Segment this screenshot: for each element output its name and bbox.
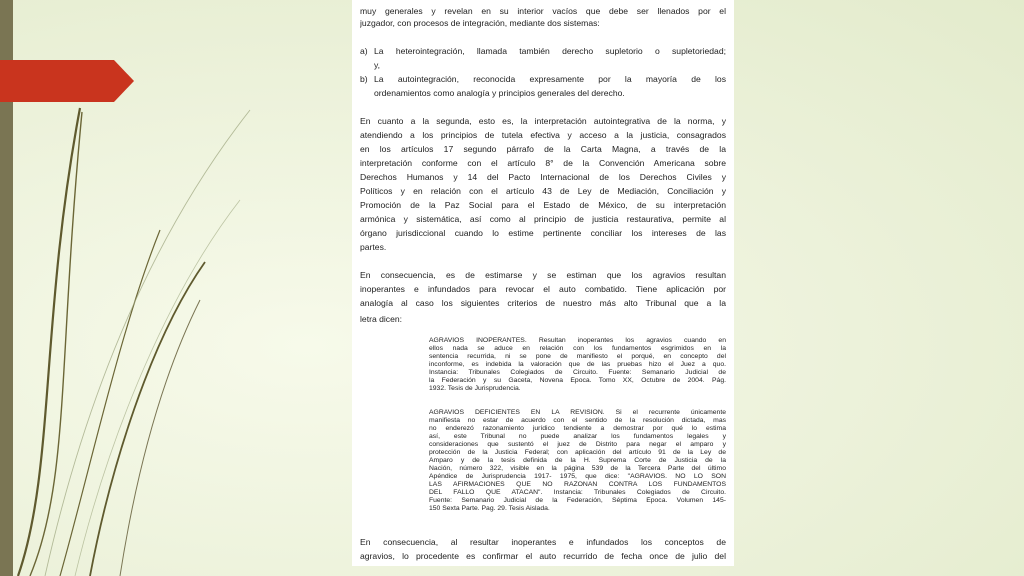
document-text-line: juzgador, con procesos de integración, mediante dos sistemas: xyxy=(360,18,600,28)
document-text-line: En consecuencia, al resultar inoperantes e infundados los conceptos de xyxy=(360,537,726,547)
quoted-criterion-line: manifiesta no estar de acuerdo con el sentido de la resolución dictada, mas xyxy=(429,417,726,424)
quoted-criterion-line: 150 Sexta Parte. Pag. 29. Tesis Aislada. xyxy=(429,505,550,512)
quoted-criterion-line: así, este Tribunal no puede analizar los fundamentos legales y xyxy=(429,433,726,440)
quoted-criterion-line: inconforme, es indebida la valoración que de las pruebas hizo el Juez a quo. xyxy=(429,361,726,368)
document-text-line: muy generales y revelan en su interior vacíos que debe ser llenados por el xyxy=(360,6,726,16)
quoted-criterion-line: protección de la Justicia Federal; con aplicación del artículo 91 de la Ley de xyxy=(429,449,726,456)
decorative-swirls xyxy=(0,0,350,576)
quoted-criterion-line: DEL FALLO QUE ATACAN". Instancia: Tribunales Colegiados de Circuito. xyxy=(429,489,726,496)
document-text-line: Promoción de la Paz Social para el Estado de México, de su interpretación xyxy=(360,200,726,210)
document-page xyxy=(352,0,734,566)
document-text-line: analogía al caso los siguientes criterios de nuestro más alto Tribunal que a la xyxy=(360,298,726,308)
document-text-line: agravios, lo procedente es confirmar el auto recurrido de fecha once de julio del xyxy=(360,551,726,561)
quoted-criterion-line: 1932. Tesis de Jurisprudencia. xyxy=(429,385,521,392)
document-text-line: atendiendo a los principios de tutela efectiva y acceso a la justicia, consagrados xyxy=(360,130,726,140)
list-marker: b) xyxy=(360,74,368,84)
document-text-line: armónica y sistemática, así como al principio de justicia restaurativa, permite al xyxy=(360,214,726,224)
quoted-criterion-line: no enderezó razonamiento jurídico tendiente a demostrar por qué lo estima xyxy=(429,425,726,432)
list-marker: a) xyxy=(360,46,368,56)
quoted-criterion-line: AGRAVIOS INOPERANTES. Resultan inoperantes los agravios cuando en xyxy=(429,337,726,344)
quoted-criterion-line: Amparo y de la tesis definida de la H. Suprema Corte de Justicia de la xyxy=(429,457,726,464)
document-text-line: partes. xyxy=(360,242,387,252)
document-text-line: interpretación conforme con el artículo 8° de la Convención Americana sobre xyxy=(360,158,726,168)
document-text-line: órgano jurisdiccional cuando lo estime pertinente conciliar los intereses de las xyxy=(360,228,726,238)
quoted-criterion-line: la Federación y su Gaceta, Novena Época. Tomo XX, Octubre de 2004. Pág. xyxy=(429,377,726,384)
quoted-criterion-line: consideraciones que sustentó el juez de Distrito para negar el amparo y xyxy=(429,441,726,448)
quoted-criterion-line: ellos nada se aduce en relación con los fundamentos esgrimidos en la xyxy=(429,345,726,352)
document-text-line: En cuanto a la segunda, esto es, la interpretación autointegrativa de la norma, y xyxy=(360,116,726,126)
quoted-criterion-line: LAS AFIRMACIONES QUE NO RAZONAN CONTRA LOS FUNDAMENTOS xyxy=(429,481,726,488)
document-text-line: La heterointegración, llamada también derecho supletorio o supletoriedad; xyxy=(374,46,726,56)
document-text-line: La autointegración, reconocida expresamente por la mayoría de los xyxy=(374,74,726,84)
document-text-line: en los artículos 17 segundo párrafo de la Carta Magna, a través de la xyxy=(360,144,726,154)
quoted-criterion-line: Nación, número 322, visible en la página 539 de la Tercera Parte del último xyxy=(429,465,726,472)
document-text-line: Derechos Humanos y 14 del Pacto Internacional de los Derechos Civiles y xyxy=(360,172,726,182)
quoted-criterion-line: Instancia: Tribunales Colegiados de Circuito. Fuente: Semanario Judicial de xyxy=(429,369,726,376)
document-text-line: ordenamientos como analogía y principios generales del derecho. xyxy=(374,88,625,98)
quoted-criterion-line: Fuente: Semanario Judicial de la Federación, Séptima Época. Volumen 145- xyxy=(429,497,726,504)
document-text-line: y, xyxy=(374,60,381,70)
document-text-line: inoperantes e infundados para revocar el auto combatido. Tiene aplicación por xyxy=(360,284,726,294)
quoted-criterion-line: Apéndice de Jurisprudencia 1917- 1975, que dice: "AGRAVIOS. NO LO SON xyxy=(429,473,726,480)
document-text-line: Políticos y en relación con el artículo 43 de Ley de Mediación, Conciliación y xyxy=(360,186,726,196)
document-text-line: letra dicen: xyxy=(360,314,403,324)
quoted-criterion-line: sentencia recurrida, ni se pone de manifiesto el porqué, en concepto del xyxy=(429,353,726,360)
quoted-criterion-line: AGRAVIOS DEFICIENTES EN LA REVISIÓN. Si el recurrente únicamente xyxy=(429,409,726,416)
document-text-line: En consecuencia, es de estimarse y se estiman que los agravios resultan xyxy=(360,270,726,280)
